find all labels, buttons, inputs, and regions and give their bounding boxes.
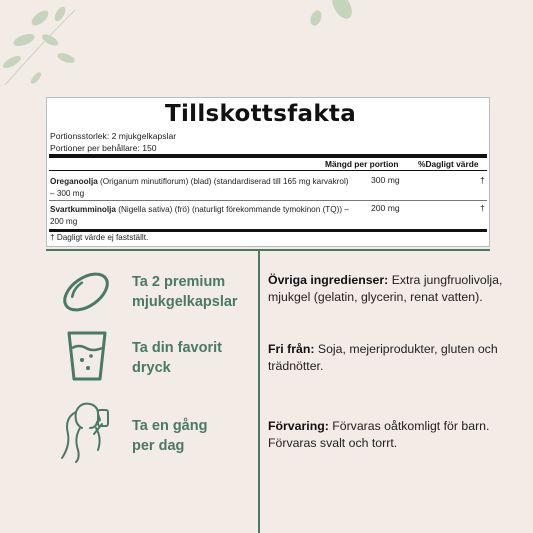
step-once-daily	[132, 416, 207, 456]
other-ingredients-label: Övriga ingredienser:	[268, 273, 389, 287]
free-from-text: Soja, mejeriprodukter, gluten och trädnötter.	[268, 342, 498, 373]
woman-drinking-icon	[52, 398, 124, 464]
step-line: Ta 2 premium	[132, 274, 226, 290]
thick-bottom-divider	[49, 229, 487, 232]
step-take-softgels	[132, 272, 238, 312]
other-ingredients	[268, 272, 514, 306]
free-from-label: Fri från:	[268, 342, 315, 356]
step-line: Ta din favorit	[132, 340, 222, 356]
supplement-facts-panel	[46, 97, 490, 247]
column-dv-header: %Dagligt värde	[418, 159, 479, 169]
ingredient-name: Oreganoolja	[50, 177, 98, 186]
ingredient-detail: (Nigella sativa) (frö) (naturligt förekommande tymokinon (TQ)) – 200 mg	[50, 205, 349, 226]
storage	[268, 418, 514, 452]
column-amount-header: Mängd per portion	[325, 159, 399, 169]
step-line: per dag	[132, 438, 185, 454]
ingredient-amount: 300 mg	[371, 175, 400, 185]
storage-text: Förvaras oåtkomligt för barn. Förvaras svalt och torrt.	[268, 419, 490, 450]
ingredient-row-oregano	[50, 176, 350, 199]
footnote: † Dagligt värde ej fastställt.	[50, 233, 149, 242]
section-divider-vertical	[258, 250, 260, 533]
row-divider	[49, 200, 487, 201]
softgel-capsule-icon	[60, 266, 112, 318]
step-line: mjukgelkapslar	[132, 294, 238, 310]
ingredient-name: Svartkumminolja	[50, 205, 116, 214]
step-favorite-drink	[132, 338, 222, 378]
ingredient-detail: (Origanum minutiflorum) (blad) (standardiserad till 165 mg karvakrol) – 300 mg	[50, 177, 349, 198]
section-divider-horizontal	[46, 249, 490, 251]
header-divider	[49, 170, 487, 171]
ingredient-row-black-cumin	[50, 204, 350, 227]
leaf-decoration	[0, 0, 533, 110]
ingredient-dv: †	[480, 203, 485, 213]
facts-title: Tillskottsfakta	[165, 101, 357, 127]
storage-label: Förvaring:	[268, 419, 329, 433]
thick-divider	[49, 154, 487, 158]
serving-size: Portionsstorlek: 2 mjukgelkapslar	[50, 131, 177, 141]
ingredient-dv: †	[480, 175, 485, 185]
glass-of-water-icon	[66, 330, 108, 382]
step-line: Ta en gång	[132, 418, 208, 434]
serving-info	[50, 130, 176, 154]
servings-per-container: Portioner per behållare: 150	[50, 143, 157, 153]
ingredient-amount: 200 mg	[371, 203, 400, 213]
free-from	[268, 341, 514, 375]
step-line: dryck	[132, 360, 171, 376]
other-ingredients-text: Extra jungfruolivolja, mjukgel (gelatin, glycerin, renat vatten).	[268, 273, 503, 304]
